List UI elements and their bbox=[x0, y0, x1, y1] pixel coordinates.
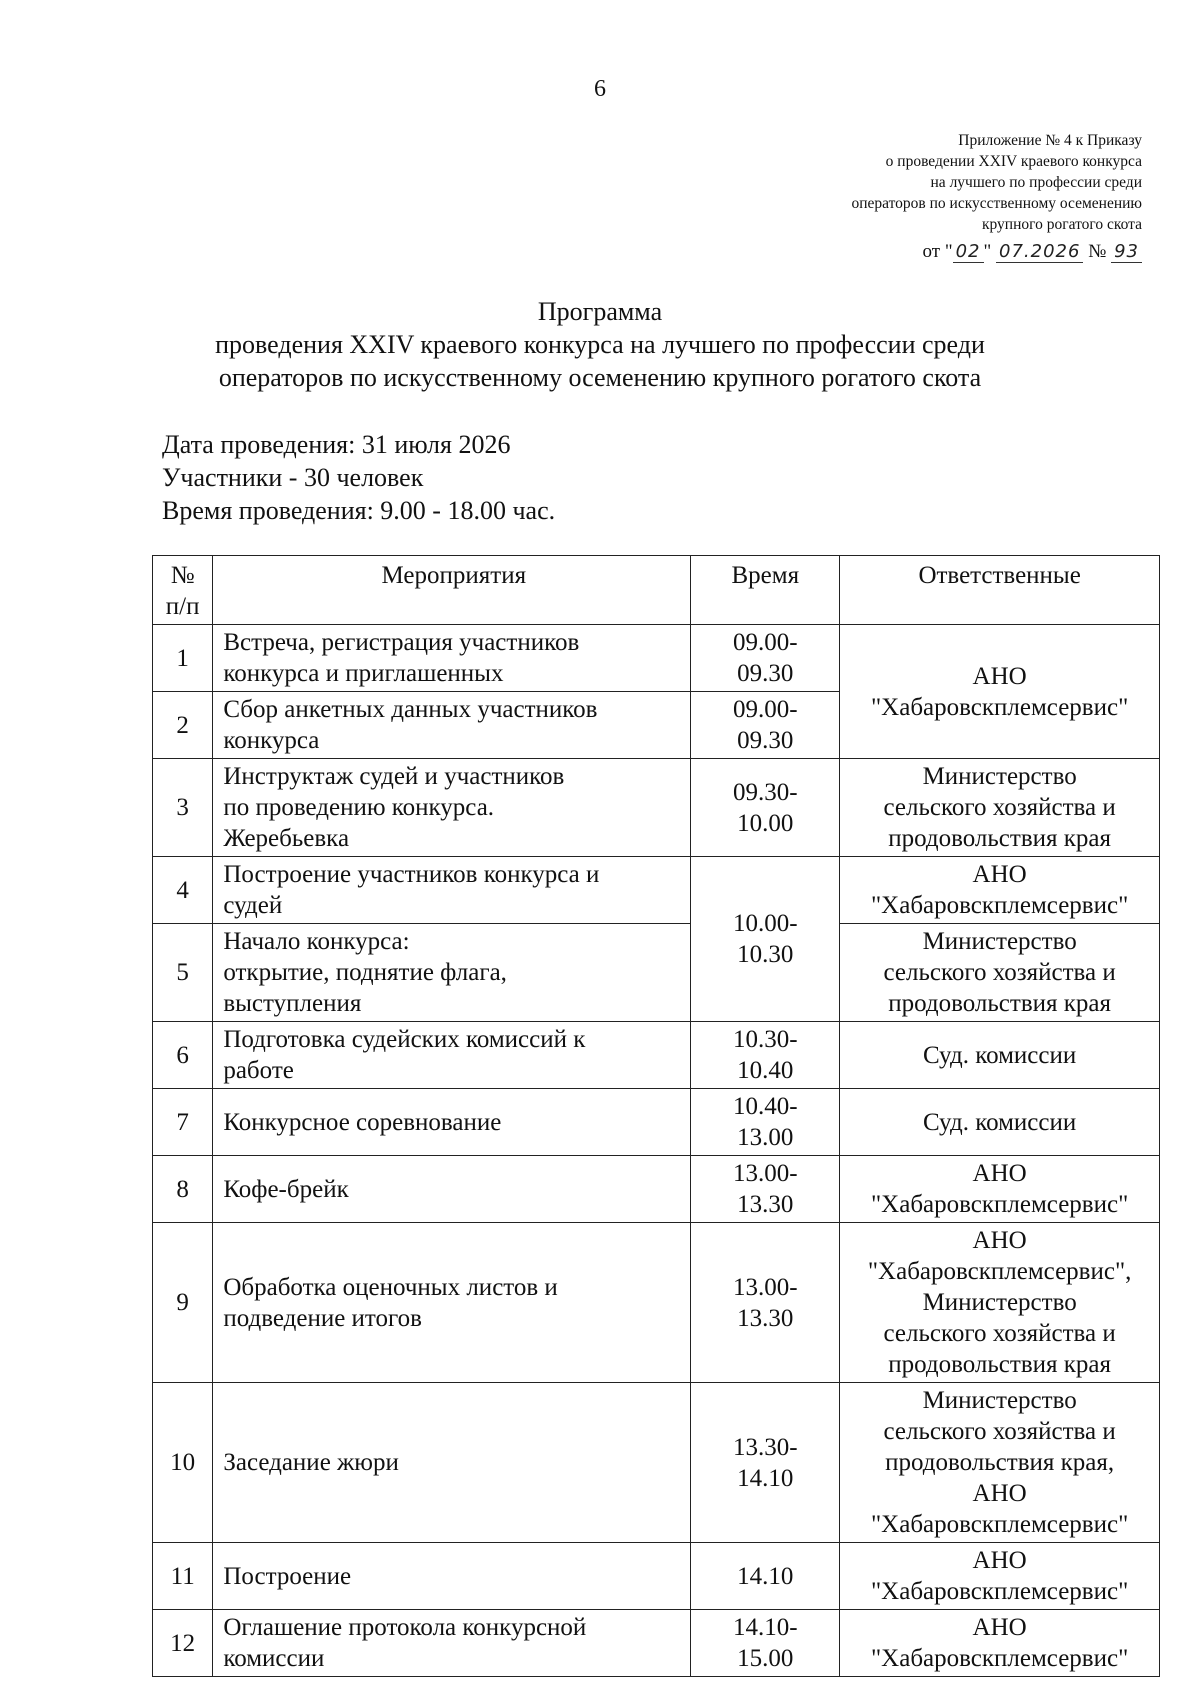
row-time: 14.10 bbox=[691, 1543, 840, 1610]
row-activity: Инструктаж судей и участников по проведению конкурса. Жеребьевка bbox=[213, 759, 691, 857]
event-participants: Участники - 30 человек bbox=[162, 463, 424, 492]
order-day: 02 bbox=[953, 241, 984, 263]
row-time: 13.00- 13.30 bbox=[691, 1156, 840, 1223]
row-num: 12 bbox=[153, 1610, 213, 1677]
row-responsible: Министерство сельского хозяйства и продовольствия края, АНО "Хабаровскплемсервис" bbox=[840, 1383, 1160, 1543]
appendix-line: о проведении XXIV краевого конкурса bbox=[885, 153, 1142, 170]
order-prefix: от " bbox=[922, 241, 953, 262]
row-activity: Обработка оценочных листов и подведение итогов bbox=[213, 1223, 691, 1383]
row-activity: Встреча, регистрация участников конкурса и приглашенных bbox=[213, 625, 691, 692]
row-num: 1 bbox=[153, 625, 213, 692]
order-number: 93 bbox=[1111, 241, 1142, 263]
row-responsible: АНО "Хабаровскплемсервис" bbox=[840, 1156, 1160, 1223]
row-time: 13.00- 13.30 bbox=[691, 1223, 840, 1383]
row-activity: Оглашение протокола конкурсной комиссии bbox=[213, 1610, 691, 1677]
row-time: 10.30- 10.40 bbox=[691, 1022, 840, 1089]
row-num: 8 bbox=[153, 1156, 213, 1223]
row-responsible: Министерство сельского хозяйства и продовольствия края bbox=[840, 924, 1160, 1022]
row-activity: Построение участников конкурса и судей bbox=[213, 857, 691, 924]
row-activity: Конкурсное соревнование bbox=[213, 1089, 691, 1156]
table-row bbox=[153, 1543, 1160, 1610]
order-date-line bbox=[851, 241, 1142, 262]
order-no-label: № bbox=[1083, 241, 1112, 262]
row-num: 11 bbox=[153, 1543, 213, 1610]
event-info bbox=[162, 428, 555, 527]
document-title bbox=[0, 295, 1200, 394]
order-date: 07.2026 bbox=[996, 241, 1083, 263]
order-mid: " bbox=[983, 241, 997, 262]
table-header-row bbox=[153, 556, 1160, 625]
row-time: 09.00- 09.30 bbox=[691, 692, 840, 759]
title-line-3: операторов по искусственному осеменению крупного рогатого скота bbox=[218, 363, 982, 392]
table-row bbox=[153, 1089, 1160, 1156]
table-row bbox=[153, 1022, 1160, 1089]
table-row bbox=[153, 1156, 1160, 1223]
row-responsible: АНО "Хабаровскплемсервис" bbox=[840, 1610, 1160, 1677]
title-line-2: проведения XXIV краевого конкурса на лучшего по профессии среди bbox=[215, 330, 985, 359]
table-row bbox=[153, 759, 1160, 857]
event-time: Время проведения: 9.00 - 18.00 час. bbox=[162, 496, 556, 525]
row-time: 10.40- 13.00 bbox=[691, 1089, 840, 1156]
header-num: № п/п bbox=[153, 556, 213, 625]
table-row bbox=[153, 1610, 1160, 1677]
row-num: 9 bbox=[153, 1223, 213, 1383]
row-responsible: АНО "Хабаровскплемсервис" bbox=[840, 857, 1160, 924]
row-num: 7 bbox=[153, 1089, 213, 1156]
row-time: 14.10- 15.00 bbox=[691, 1610, 840, 1677]
title-line-1: Программа bbox=[537, 297, 663, 326]
table-row bbox=[153, 625, 1160, 692]
row-num: 5 bbox=[153, 924, 213, 1022]
row-activity: Начало конкурса: открытие, поднятие флага, выступления bbox=[213, 924, 691, 1022]
header-activity: Мероприятия bbox=[213, 556, 691, 625]
program-table bbox=[152, 555, 1160, 1677]
row-activity: Заседание жюри bbox=[213, 1383, 691, 1543]
row-num: 2 bbox=[153, 692, 213, 759]
table-row bbox=[153, 924, 1160, 1022]
row-activity: Подготовка судейских комиссий к работе bbox=[213, 1022, 691, 1089]
appendix-line: крупного рогатого скота bbox=[981, 216, 1142, 233]
row-activity: Кофе-брейк bbox=[213, 1156, 691, 1223]
appendix-line: операторов по искусственному осеменению bbox=[851, 195, 1142, 212]
row-num: 10 bbox=[153, 1383, 213, 1543]
row-responsible: Суд. комиссии bbox=[840, 1022, 1160, 1089]
header-time: Время bbox=[691, 556, 840, 625]
row-num: 4 bbox=[153, 857, 213, 924]
event-date: Дата проведения: 31 июля 2026 bbox=[162, 430, 511, 459]
table-row bbox=[153, 1223, 1160, 1383]
row-responsible: Министерство сельского хозяйства и продовольствия края bbox=[840, 759, 1160, 857]
row-responsible: Суд. комиссии bbox=[840, 1089, 1160, 1156]
row-time: 09.00- 09.30 bbox=[691, 625, 840, 692]
row-num: 3 bbox=[153, 759, 213, 857]
table-row bbox=[153, 857, 1160, 924]
row-time: 10.00- 10.30 bbox=[691, 857, 840, 1022]
header-responsible: Ответственные bbox=[840, 556, 1160, 625]
row-time: 13.30- 14.10 bbox=[691, 1383, 840, 1543]
row-responsible: АНО "Хабаровскплемсервис" bbox=[840, 1543, 1160, 1610]
table-row bbox=[153, 1383, 1160, 1543]
row-num: 6 bbox=[153, 1022, 213, 1089]
appendix-line: на лучшего по профессии среди bbox=[930, 174, 1142, 191]
row-activity: Построение bbox=[213, 1543, 691, 1610]
page-number: 6 bbox=[594, 76, 606, 102]
appendix-line: Приложение № 4 к Приказу bbox=[958, 132, 1142, 149]
appendix-header bbox=[851, 130, 1142, 262]
row-activity: Сбор анкетных данных участников конкурса bbox=[213, 692, 691, 759]
row-responsible: АНО "Хабаровскплемсервис" bbox=[840, 625, 1160, 759]
row-responsible: АНО "Хабаровскплемсервис", Министерство сельского хозяйства и продовольствия края bbox=[840, 1223, 1160, 1383]
row-time: 09.30- 10.00 bbox=[691, 759, 840, 857]
